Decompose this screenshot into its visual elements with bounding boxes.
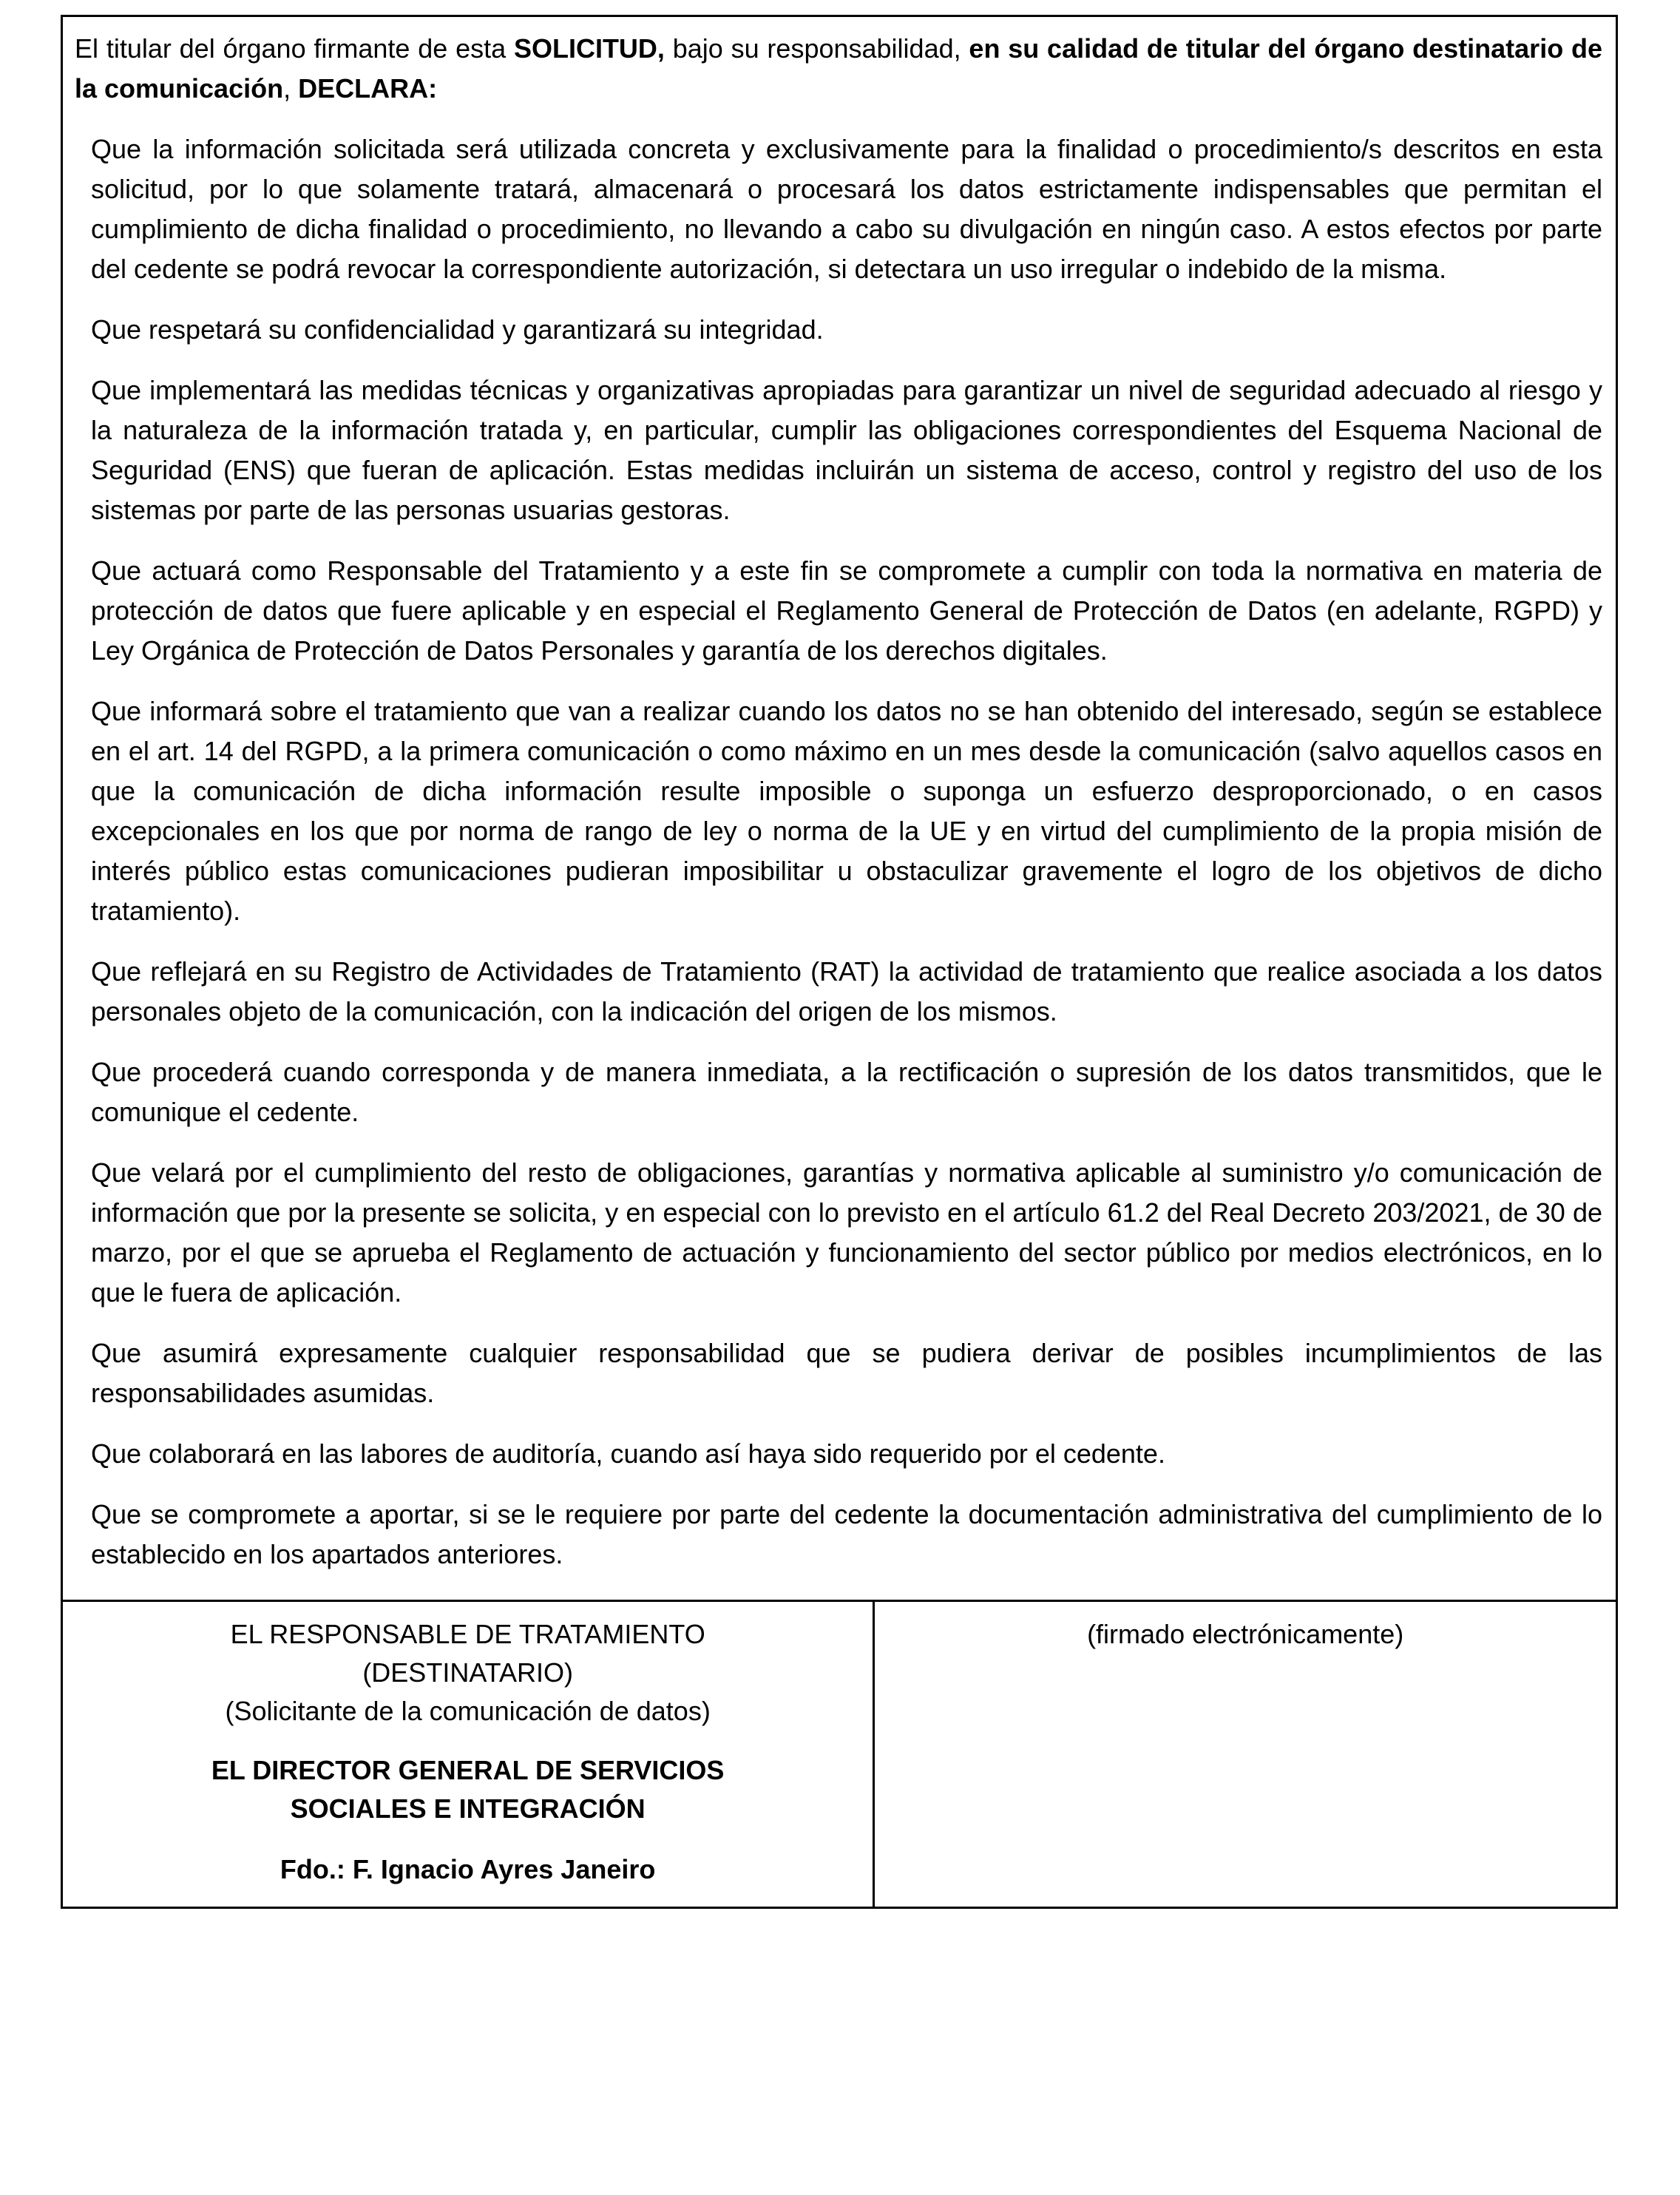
signature-cell-destinatario (63, 1602, 875, 1907)
signature-cell-electronic (875, 1602, 1616, 1907)
declaration-paragraph: Que respetará su confidencialidad y garantizará su integridad. (91, 314, 824, 345)
electronic-signature-note: (firmado electrónicamente) (1087, 1619, 1404, 1649)
declaration-paragraph: Que procederá cuando corresponda y de manera inmediata, a la rectificación o supresión de los datos transmitidos, que le comunique el cedente. (91, 1057, 1602, 1127)
signature-table (63, 1600, 1616, 1907)
declaration-header (75, 29, 1602, 109)
declaration-body (63, 17, 1616, 1600)
declaration-paragraph: Que actuará como Responsable del Tratamiento y a este fin se compromete a cumplir con toda la normativa en materia de protección de datos que fuere aplicable y en especial el Reglamento General de Protección de Datos (en adelante, RGPD) y Ley Orgánica de Protección de Datos Personales y garantía de los derechos digitales. (91, 555, 1602, 666)
declaration-paragraph: Que colaborará en las labores de auditoría, cuando así haya sido requerido por el cedente. (91, 1438, 1165, 1469)
header-bold-solicitud: SOLICITUD, (513, 33, 665, 64)
signature-role: EL DIRECTOR GENERAL DE SERVICIOS SOCIALES E INTEGRACIÓN (211, 1755, 725, 1824)
header-bold-calidad: en su calidad de titular del órgano destinatario de la comunicación (75, 33, 1602, 104)
declaration-paragraph: Que informará sobre el tratamiento que van a realizar cuando los datos no se han obtenido del interesado, según se establece en el art. 14 del RGPD, a la primera comunicación o como máximo en un mes desde la comunicación (salvo aquellos casos en que la comunicación de dicha información resulte imposible o suponga un esfuerzo desproporcionado, o en casos excepcionales en los que por norma de rango de ley o norma de la UE y en virtud del cumplimiento de la propia misión de interés público estas comunicaciones pudieran imposibilitar u obstaculizar gravemente el logro de los objetivos de dicho tratamiento). (91, 696, 1602, 926)
header-text-part1: El titular del órgano firmante de esta (75, 33, 514, 64)
declaration-paragraph: Que se compromete a aportar, si se le requiere por parte del cedente la documentación administrativa del cumplimiento de lo establecido en los apartados anteriores. (91, 1499, 1602, 1569)
signature-title-line2: (DESTINATARIO) (362, 1657, 573, 1688)
declaration-paragraph: Que reflejará en su Registro de Actividades de Tratamiento (RAT) la actividad de tratamiento que realice asociada a los datos personales objeto de la comunicación, con la indicación del origen de los mismos. (91, 956, 1602, 1027)
declaration-paragraph: Que asumirá expresamente cualquier responsabilidad que se pudiera derivar de posibles incumplimientos de las responsabilidades asumidas. (91, 1338, 1602, 1408)
declaration-paragraph: Que velará por el cumplimiento del resto de obligaciones, garantías y normativa aplicable al suministro y/o comunicación de información que por la presente se solicita, y en especial con lo previsto en el artículo 61.2 del Real Decreto 203/2021, de 30 de marzo, por el que se aprueba el Reglamento de actuación y funcionamiento del sector público por medios electrónicos, en lo que le fuera de aplicación. (91, 1157, 1602, 1308)
header-text-part2: bajo su responsabilidad, (664, 33, 969, 64)
declaration-paragraph: Que implementará las medidas técnicas y organizativas apropiadas para garantizar un nivel de seguridad adecuado al riesgo y la naturaleza de la información tratada y, en particular, cumplir las obligaciones correspondientes del Esquema Nacional de Seguridad (ENS) que fueran de aplicación. Estas medidas incluirán un sistema de acceso, control y registro del uso de los sistemas por parte de las personas usuarias gestoras. (91, 375, 1602, 525)
header-bold-declara: DECLARA: (298, 73, 438, 104)
signature-signed-by: Fdo.: F. Ignacio Ayres Janeiro (280, 1854, 656, 1884)
signature-title-line1: EL RESPONSABLE DE TRATAMIENTO (230, 1619, 705, 1649)
signature-subtitle: (Solicitante de la comunicación de datos) (225, 1696, 711, 1726)
header-text-part3: , (283, 73, 299, 104)
declaration-border-box (61, 15, 1618, 1909)
declaration-paragraph: Que la información solicitada será utilizada concreta y exclusivamente para la finalidad o procedimiento/s descritos en esta solicitud, por lo que solamente tratará, almacenará o procesará los datos estrictamente indispensables que permitan el cumplimiento de dicha finalidad o procedimiento, no llevando a cabo su divulgación en ningún caso. A estos efectos por parte del cedente se podrá revocar la correspondiente autorización, si detectara un uso irregular o indebido de la misma. (91, 134, 1602, 284)
